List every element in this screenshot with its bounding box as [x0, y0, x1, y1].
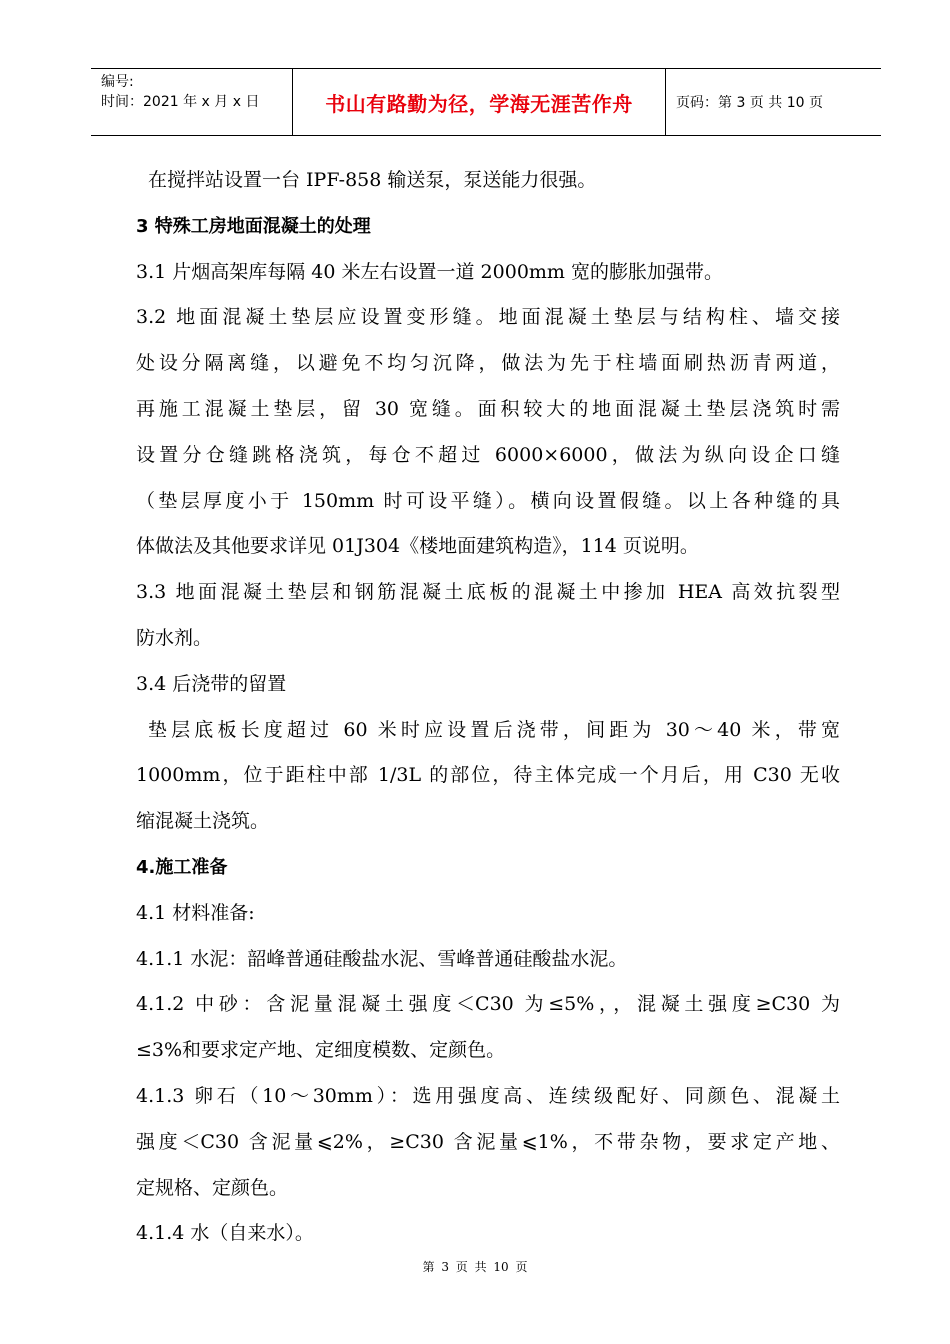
body-line: 缩混凝土浇筑。	[136, 810, 270, 833]
document-body	[136, 158, 840, 1257]
body-line: 设置分仓缝跳格浇筑，每仓不超过 6000×6000，做法为纵向设企口缝	[136, 443, 840, 466]
body-line: 4.1 材料准备:	[136, 901, 255, 924]
body-line: ≤3%和要求定产地、定细度模数、定颜色。	[136, 1039, 506, 1062]
body-line: 体做法及其他要求详见 01J304《楼地面建筑构造》，114 页说明。	[136, 535, 699, 558]
body-line: 垫层底板长度超过 60 米时应设置后浇带，间距为 30～40 米，带宽	[148, 718, 840, 741]
body-line: 4.1.2 中砂：含泥量混凝土强度＜C30 为≤5%，，混凝土强度≥C30 为	[136, 993, 840, 1016]
body-line: 3.4 后浇带的留置	[136, 672, 287, 695]
header-motto: 书山有路勤为径，学海无涯苦作舟	[293, 69, 666, 135]
time-label: 时间：2021 年 x 月 x 日	[101, 94, 260, 110]
body-line: 定规格、定颜色。	[136, 1176, 289, 1199]
section-heading: 3 特殊工房地面混凝土的处理	[136, 215, 371, 237]
body-line: 在搅拌站设置一台 IPF-858 输送泵，泵送能力很强。	[148, 169, 597, 191]
body-line: 处设分隔离缝，以避免不均匀沉降，做法为先于柱墙面刷热沥青两道，	[136, 352, 840, 375]
header-page-label: 页码：第 3 页 共 10 页	[676, 95, 823, 111]
header-meta	[91, 69, 293, 135]
body-line: 3.3 地面混凝土垫层和钢筋混凝土底板的混凝土中掺加 HEA 高效抗裂型	[136, 581, 840, 604]
body-line: 再施工混凝土垫层，留 30 宽缝。面积较大的地面混凝土垫层浇筑时需	[136, 397, 840, 420]
code-label: 编号:	[101, 74, 134, 90]
body-line: 防水剂。	[136, 626, 213, 649]
page-header	[91, 68, 881, 136]
body-line: 3.2 地面混凝土垫层应设置变形缝。地面混凝土垫层与结构柱、墙交接	[136, 306, 840, 329]
body-line: 4.1.4 水（自来水）。	[136, 1222, 314, 1245]
body-line: 强度＜C30 含泥量⩽2%，≥C30 含泥量⩽1%，不带杂物，要求定产地、	[136, 1130, 840, 1153]
body-line: 4.1.3 卵石（10～30mm）：选用强度高、连续级配好、同颜色、混凝土	[136, 1084, 840, 1107]
section-heading: 4.施工准备	[136, 856, 228, 878]
body-line: 3.1 片烟高架库每隔 40 米左右设置一道 2000mm 宽的膨胀加强带。	[136, 260, 723, 283]
body-line: 4.1.1 水泥：韶峰普通硅酸盐水泥、雪峰普通硅酸盐水泥。	[136, 947, 628, 970]
page-footer: 第 3 页 共 10 页	[422, 1260, 528, 1274]
body-line: （垫层厚度小于 150mm 时可设平缝）。横向设置假缝。以上各种缝的具	[136, 489, 840, 512]
body-line: 1000mm，位于距柱中部 1/3L 的部位，待主体完成一个月后，用 C30 无收	[136, 764, 840, 787]
